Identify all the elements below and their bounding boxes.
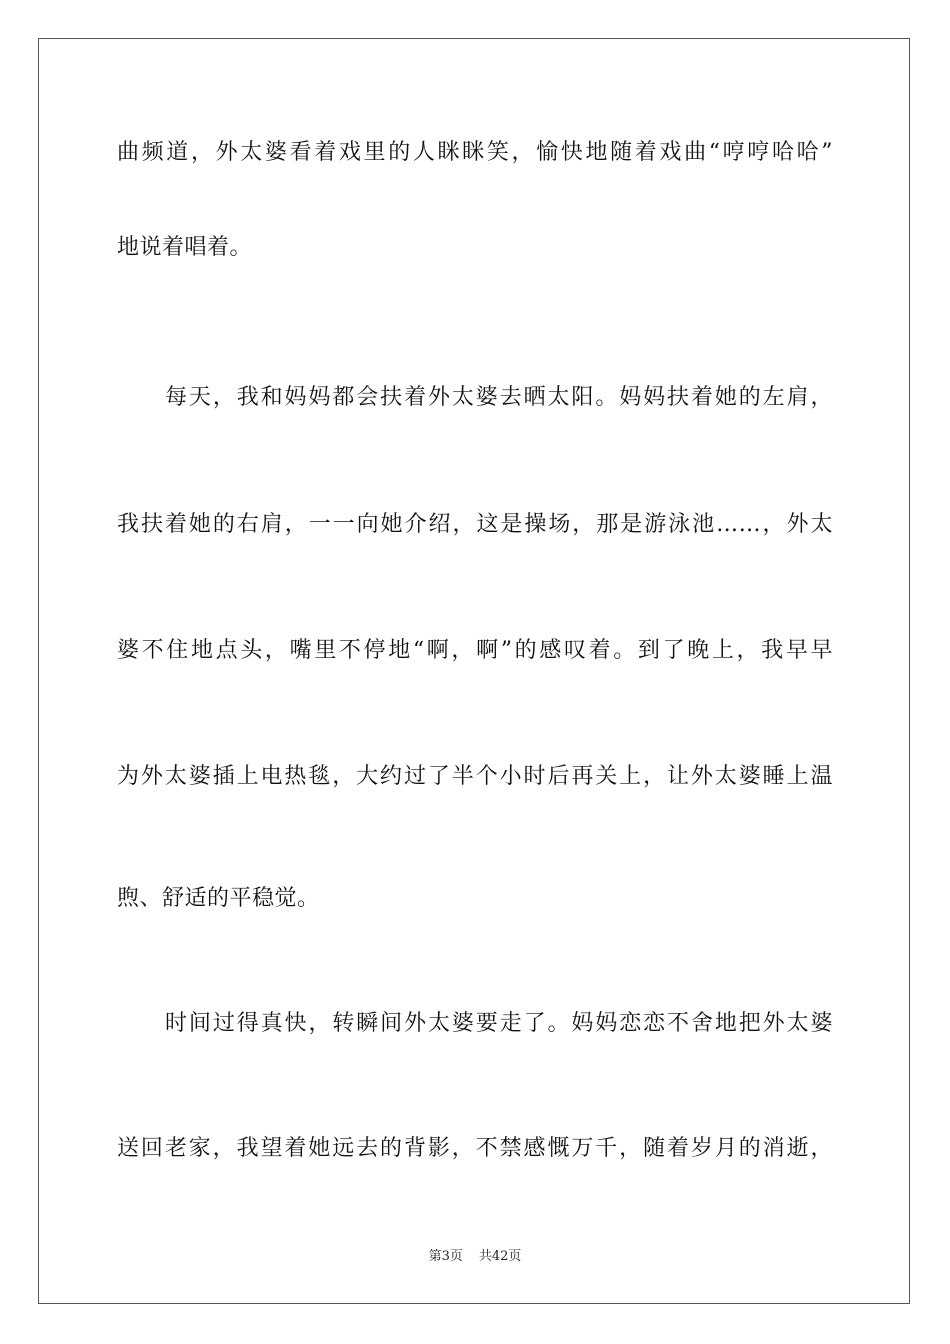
text-line-2: 地说着唱着。: [117, 235, 253, 260]
text-line-9: 送回老家，我望着她远去的背影，不禁感慨万千，随着岁月的消逝，: [117, 1136, 833, 1161]
page-footer: [0, 1248, 950, 1266]
paragraph-start-line-2: 时间过得真快，转瞬间外太婆要走了。妈妈恋恋不舍地把外太婆: [165, 1011, 833, 1036]
text-line-1: 曲频道，外太婆看着戏里的人眯眯笑，愉快地随着戏曲“哼哼哈哈”: [117, 140, 833, 165]
page-number: 第3页: [428, 1249, 463, 1264]
text-line-4: 我扶着她的右肩，一一向她介绍，这是操场，那是游泳池……，外太: [117, 512, 833, 537]
text-line-6: 为外太婆插上电热毯，大约过了半个小时后再关上，让外太婆睡上温: [117, 764, 833, 789]
text-line-5: 婆不住地点头，嘴里不停地“啊，啊”的感叹着。到了晚上，我早早: [117, 638, 833, 663]
page-total: 共42页: [478, 1249, 522, 1264]
text-line-7: 煦、舒适的平稳觉。: [117, 886, 320, 911]
paragraph-start-line: 每天，我和妈妈都会扶着外太婆去晒太阳。妈妈扶着她的左肩，: [165, 385, 833, 410]
page-border: [38, 38, 910, 1304]
